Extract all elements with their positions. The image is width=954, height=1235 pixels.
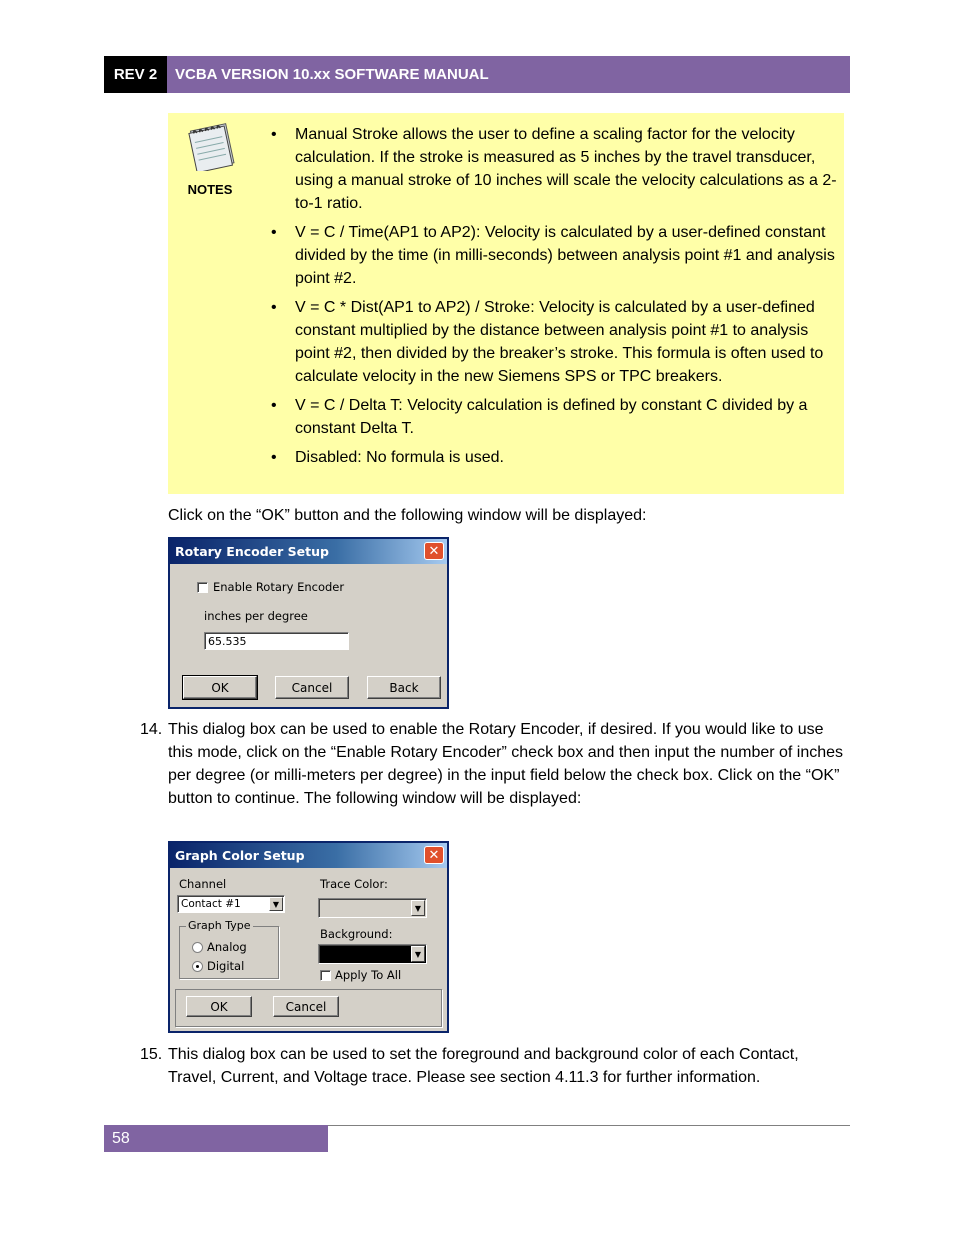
trace-color-select[interactable] (318, 898, 427, 918)
step-number: 14. (140, 721, 163, 738)
inches-per-degree-field[interactable]: 65.535 (204, 632, 349, 650)
revision-label: REV 2 (104, 56, 167, 93)
list-item: • V = C * Dist(AP1 to AP2) / Stroke: Velocity is calculated by a user-defined constant multiplied by the distance between analysis point #1 to analysis point #2, then divided by the breaker’s stroke. This formula is often used to calculate velocity in the new Siemens SPS or TPC breakers. (263, 296, 843, 388)
intro-paragraph: Click on the “OK” button and the following window will be displayed: (168, 507, 647, 524)
dialog-titlebar (170, 539, 447, 564)
step-number: 15. (140, 1046, 163, 1063)
channel-select[interactable] (177, 895, 285, 913)
graph-color-dialog (168, 841, 449, 1033)
step-text: This dialog box can be used to enable the Rotary Encoder, if desired. If you would like to use this mode, click on the “Enable Rotary Encoder” check box and then input the number of inches per degree (or milli-meters per degree) in the input field below the check box. Click on the “OK” button to continue. The following window will be displayed: (168, 721, 844, 807)
page-header (104, 56, 850, 93)
trace-color-label: Trace Color: (320, 877, 388, 891)
dialog-titlebar (170, 843, 447, 868)
background-color-select[interactable] (318, 944, 427, 964)
close-icon[interactable]: ✕ (424, 542, 444, 560)
apply-to-all-checkbox[interactable] (320, 970, 331, 981)
channel-label: Channel (179, 877, 227, 891)
cancel-button[interactable]: Cancel (275, 676, 349, 699)
dialog-title: Rotary Encoder Setup (175, 544, 329, 559)
page-number: 58 (104, 1125, 328, 1152)
dialog-title: Graph Color Setup (175, 848, 305, 863)
step-text: This dialog box can be used to set the foreground and background color of each Contact, Travel, Current, and Voltage trace. Please see section 4.11.3 for further information. (168, 1046, 799, 1086)
ok-button[interactable]: OK (186, 996, 252, 1017)
list-item: • Manual Stroke allows the user to define a scaling factor for the velocity calculation. If the stroke is measured as 5 inches by the travel transducer, using a manual stroke of 10 inches will scale the velocity calculations as a 2-to-1 ratio. (263, 123, 843, 215)
analog-label: Analog (207, 940, 247, 954)
list-item: • V = C / Delta T: Velocity calculation is defined by constant C divided by a constant Delta T. (263, 394, 843, 440)
graph-type-label: Graph Type (188, 919, 251, 932)
background-label: Background: (320, 927, 393, 941)
notes-label: NOTES (187, 182, 233, 197)
chevron-down-icon[interactable]: ▼ (411, 900, 425, 916)
channel-value: Contact #1 (181, 898, 241, 910)
back-button[interactable]: Back (367, 676, 441, 699)
notepad-icon (184, 121, 240, 171)
digital-radio[interactable] (192, 961, 203, 972)
list-item: • V = C / Time(AP1 to AP2): Velocity is calculated by a user-defined constant divided by the time (in milli-seconds) between analysis point #1 and analysis point #2. (263, 221, 843, 290)
footer-rule (328, 1125, 850, 1126)
apply-to-all-label: Apply To All (335, 968, 402, 982)
notes-box (168, 113, 844, 494)
notes-list (263, 123, 843, 475)
step-15 (140, 1043, 845, 1089)
chevron-down-icon[interactable]: ▼ (411, 946, 425, 962)
enable-rotary-encoder-checkbox[interactable] (197, 582, 208, 593)
graph-type-group (179, 919, 279, 979)
digital-label: Digital (207, 959, 245, 973)
enable-rotary-encoder-label: Enable Rotary Encoder (213, 580, 345, 594)
button-panel (175, 989, 442, 1027)
step-14 (140, 718, 845, 810)
list-item: • Disabled: No formula is used. (263, 446, 843, 469)
rotary-encoder-dialog (168, 537, 449, 709)
chevron-down-icon[interactable]: ▼ (269, 897, 283, 911)
cancel-button[interactable]: Cancel (273, 996, 339, 1017)
inches-per-degree-label: inches per degree (204, 609, 308, 623)
analog-radio[interactable] (192, 942, 203, 953)
manual-title: VCBA VERSION 10.xx SOFTWARE MANUAL (167, 56, 850, 93)
ok-button[interactable]: OK (183, 676, 257, 699)
close-icon[interactable]: ✕ (424, 846, 444, 864)
